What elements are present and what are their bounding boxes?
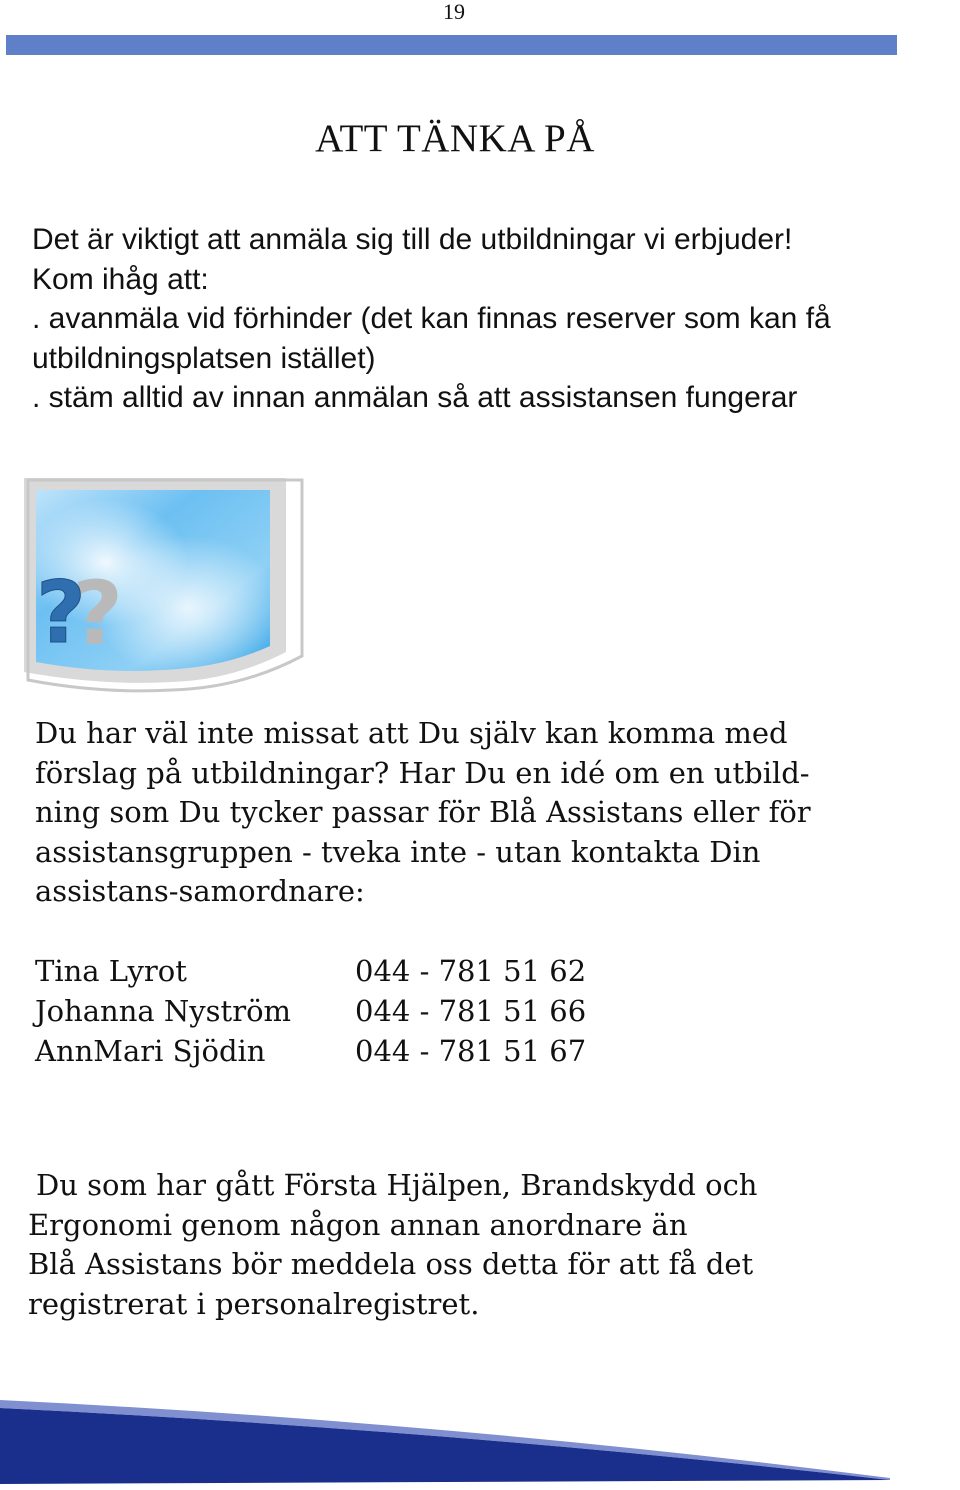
contact-phone: 044 - 781 51 67	[355, 1034, 587, 1068]
suggestion-paragraph	[35, 714, 935, 912]
contact-row	[35, 951, 735, 991]
closing-line: Ergonomi genom någon annan anordnare än	[28, 1207, 688, 1242]
intro-line: Kom ihåg att:	[32, 262, 209, 296]
svg-text:?: ?	[36, 563, 86, 663]
suggestion-line: förslag på utbildningar? Har Du en idé om en utbild-	[35, 755, 810, 790]
contact-row	[35, 991, 735, 1031]
contact-name: AnnMari Sjödin	[35, 1034, 266, 1068]
contact-list	[35, 951, 735, 1071]
contact-name: Tina Lyrot	[35, 954, 187, 988]
contact-name: Johanna Nyström	[35, 994, 292, 1028]
contact-phone: 044 - 781 51 66	[355, 994, 587, 1028]
svg-text:?: ?	[72, 562, 124, 665]
intro-line: . avanmäla vid förhinder (det kan finnas reserver som kan få	[32, 302, 831, 335]
contact-row	[35, 1031, 735, 1071]
closing-paragraph	[28, 1166, 928, 1324]
header-bar	[6, 35, 897, 55]
question-mark-icon	[36, 562, 123, 665]
intro-line: . stäm alltid av innan anmälan så att assistansen fungerar	[32, 381, 798, 414]
suggestion-line: assistans-samordnare:	[35, 874, 365, 909]
closing-line: registrerat i personalregistret.	[28, 1286, 480, 1321]
page-number: 19	[443, 0, 465, 24]
contact-phone: 044 - 781 51 62	[355, 954, 587, 988]
question-sky-illustration	[22, 476, 312, 702]
suggestion-line: ning som Du tycker passar för Blå Assistans eller för	[35, 795, 811, 830]
page-title: ATT TÄNKA PÅ	[315, 117, 595, 160]
closing-line: Du som har gått Första Hjälpen, Brandskydd och	[36, 1168, 758, 1202]
suggestion-line: assistansgruppen - tveka inte - utan kontakta Din	[35, 834, 761, 869]
intro-line: utbildningsplatsen istället)	[32, 341, 376, 375]
intro-line: Det är viktigt att anmäla sig till de utbildningar vi erbjuder!	[32, 223, 793, 256]
intro-text	[32, 220, 960, 418]
footer-bar	[0, 1400, 900, 1490]
closing-line: Blå Assistans bör meddela oss detta för att få det	[28, 1247, 754, 1282]
suggestion-line: Du har väl inte missat att Du själv kan komma med	[35, 716, 788, 750]
